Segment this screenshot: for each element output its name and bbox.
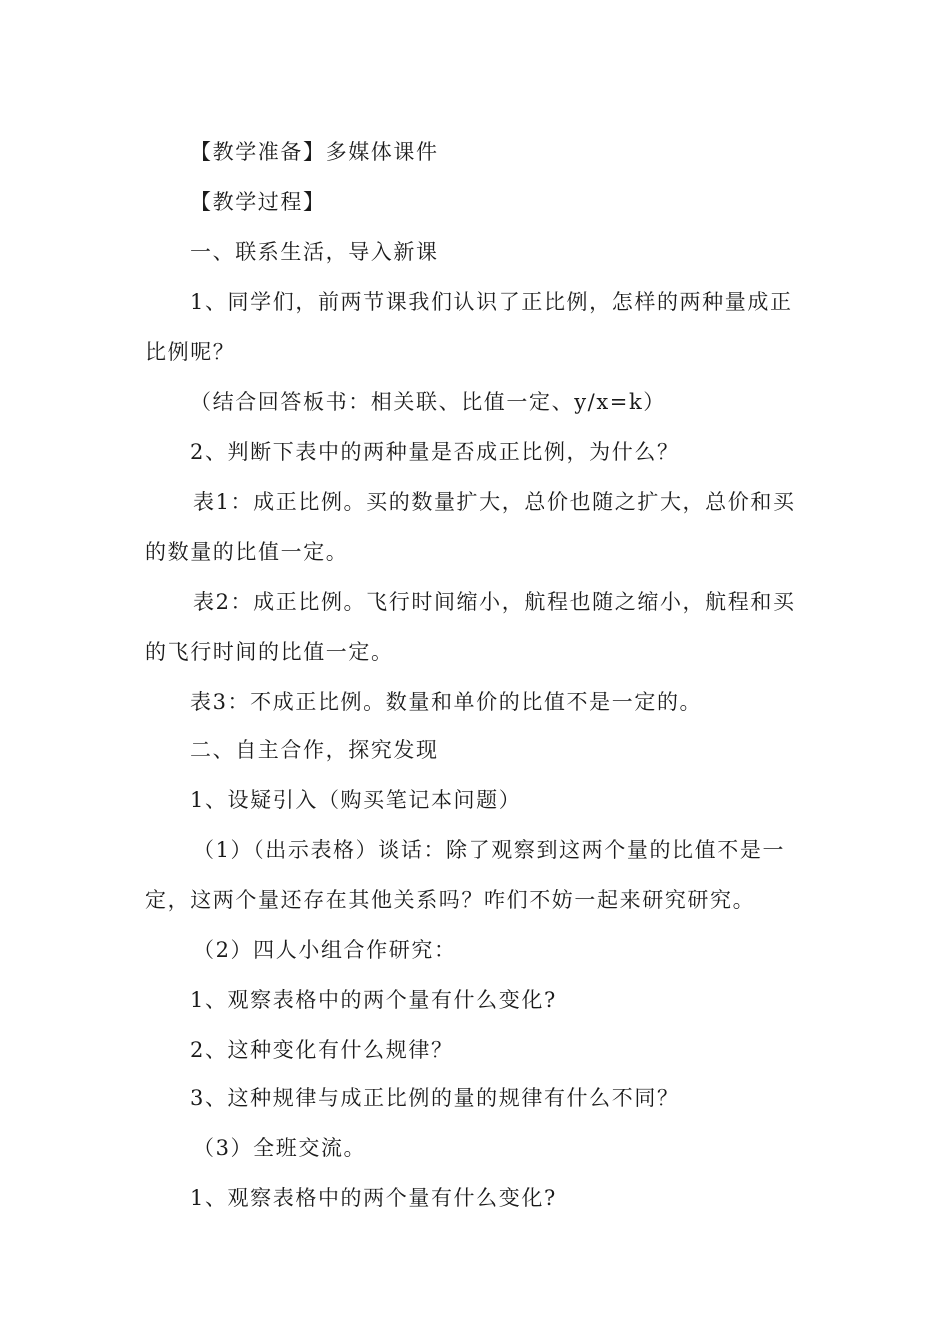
paragraph-board-note: （结合回答板书：相关联、比值一定、y/x=k） [190,390,666,414]
paragraph-question-2: 2、判断下表中的两种量是否成正比例，为什么？ [190,440,680,464]
heading-section-2: 二、自主合作，探究发现 [190,738,439,762]
list-item-pattern: 2、这种变化有什么规律？ [190,1038,454,1062]
paragraph-teaching-process: 【教学过程】 [190,190,326,214]
paragraph-question-1: 1、同学们，前两节课我们认识了正比例，怎样的两种量成正比例呢？ [145,290,793,364]
list-item-observe-again: 1、观察表格中的两个量有什么变化? [190,1186,557,1210]
paragraph-table-2: 表2：成正比例。飞行时间缩小，航程也随之缩小，航程和买的飞行时间的比值一定。 [145,590,796,664]
heading-section-1: 一、联系生活，导入新课 [190,240,439,264]
paragraph-table-3: 表3：不成正比例。数量和单价的比值不是一定的。 [190,690,703,714]
paragraph-step-2: （2）四人小组合作研究： [193,938,457,962]
paragraph-teaching-prep: 【教学准备】多媒体课件 [190,140,439,164]
list-item-difference: 3、这种规律与成正比例的量的规律有什么不同？ [190,1086,680,1110]
paragraph-step-3: （3）全班交流。 [193,1136,367,1160]
paragraph-intro-question: 1、设疑引入（购买笔记本问题） [190,788,522,812]
paragraph-table-1: 表1：成正比例。买的数量扩大，总价也随之扩大，总价和买的数量的比值一定。 [145,490,796,564]
paragraph-step-1: （1）（出示表格）谈话：除了观察到这两个量的比值不是一定，这两个量还存在其他关系吗？咋们不妨一起来研究研究。 [145,838,786,912]
list-item-observe: 1、观察表格中的两个量有什么变化? [190,988,557,1012]
